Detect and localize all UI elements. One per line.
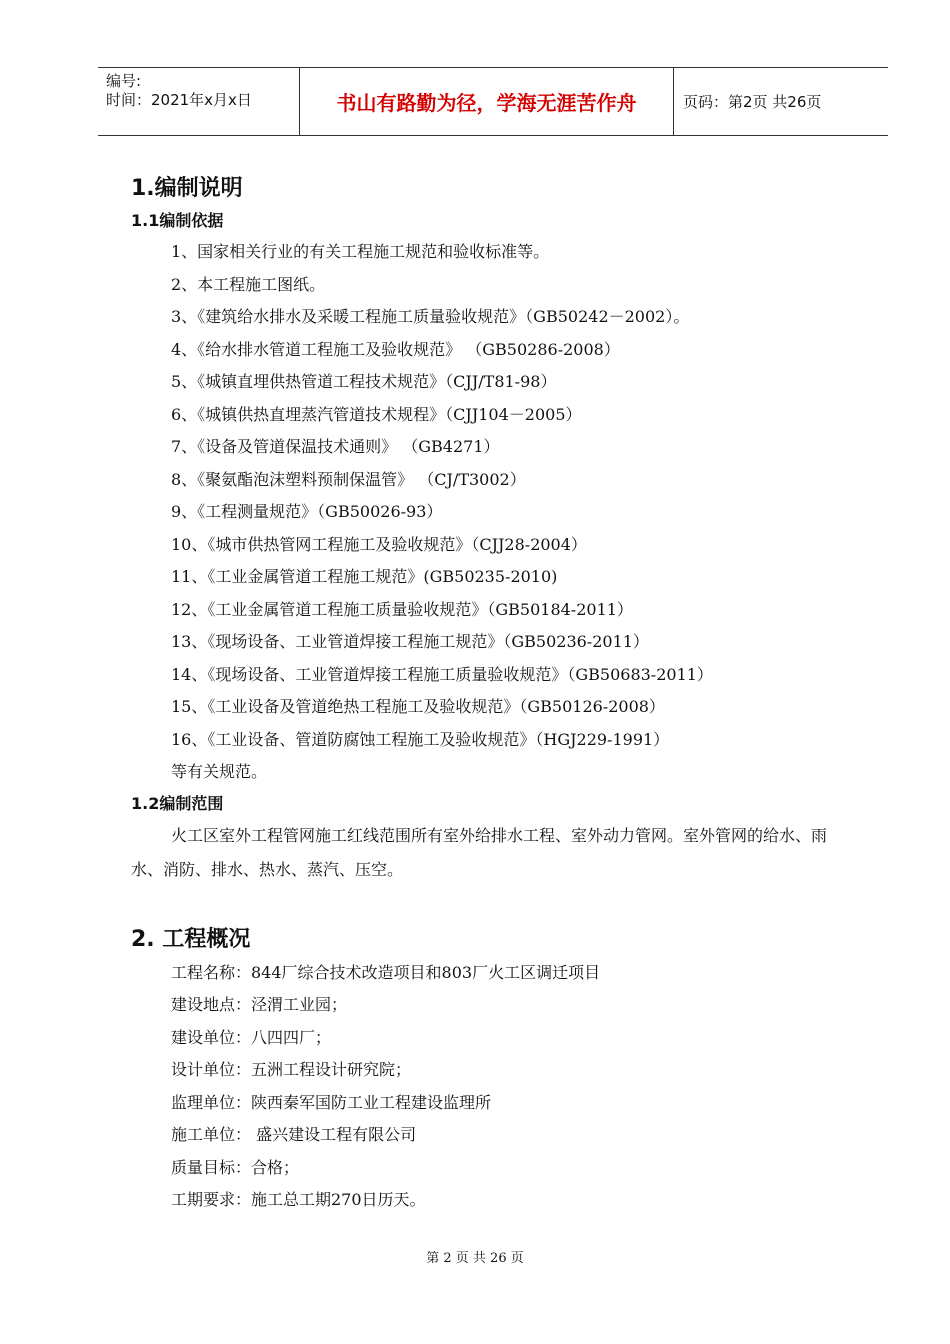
overview-item: 工程名称：844厂综合技术改造项目和803厂火工区调迁项目 — [171, 962, 601, 982]
section-1-title: 1.编制说明 — [131, 176, 243, 201]
scope-paragraph: 火工区室外工程管网施工红线范围所有室外给排水工程、室外动力管网。室外管网的给水、雨水、消防、排水、热水、蒸汽、压空。 — [131, 825, 828, 879]
basis-item: 9、《工程测量规范》（GB50026-93） — [171, 502, 443, 521]
overview-item: 监理单位：陕西秦军国防工业工程建设监理所 — [171, 1092, 492, 1112]
basis-item: 16、《工业设备、管道防腐蚀工程施工及验收规范》（HGJ229-1991） — [171, 729, 670, 749]
basis-list — [131, 236, 856, 789]
basis-item: 15、《工业设备及管道绝热工程施工及验收规范》（GB50126-2008） — [171, 697, 665, 716]
overview-item: 工期要求：施工总工期270日历天。 — [171, 1190, 426, 1209]
serial-number-label: 编号: — [106, 72, 142, 90]
overview-item: 建设单位：八四四厂； — [171, 1027, 332, 1047]
basis-item: 2、本工程施工图纸。 — [171, 274, 326, 294]
basis-item: 14、《现场设备、工业管道焊接工程施工质量验收规范》（GB50683-2011） — [171, 664, 713, 684]
basis-item: 11、《工业金属管道工程施工规范》(GB50235-2010) — [171, 567, 558, 586]
page-footer: 第 2 页 共 26 页 — [426, 1251, 524, 1266]
basis-item: 13、《现场设备、工业管道焊接工程施工规范》（GB50236-2011） — [171, 632, 649, 651]
section-2-title: 2. 工程概况 — [131, 926, 251, 952]
basis-item: 6、《城镇供热直埋蒸汽管道技术规程》（CJJ104－2005） — [171, 404, 582, 424]
basis-item: 等有关规范。 — [171, 762, 268, 781]
basis-item: 8、《聚氨酯泡沫塑料预制保温管》 （CJ/T3002） — [171, 469, 526, 489]
header-info-cell — [98, 68, 300, 135]
section-1-2-title: 1.2编制范围 — [131, 793, 224, 813]
header-motto: 书山有路勤为径，学海无涯苦作舟 — [300, 68, 674, 135]
overview-item: 建设地点：泾渭工业园； — [171, 995, 348, 1014]
basis-item: 5、《城镇直埋供热管道工程技术规范》（CJJ/T81-98） — [171, 372, 557, 391]
overview-item: 质量目标：合格； — [171, 1157, 300, 1177]
basis-item: 1、国家相关行业的有关工程施工规范和验收标准等。 — [171, 242, 550, 261]
time-label: 时间：2021年x月x日 — [106, 91, 252, 109]
overview-list — [131, 957, 856, 1217]
section-1-1-title: 1.1编制依据 — [131, 211, 224, 230]
document-body — [131, 172, 856, 1217]
basis-item: 3、《建筑给水排水及采暖工程施工质量验收规范》（GB50242－2002）。 — [171, 307, 690, 326]
overview-item: 施工单位： 盛兴建设工程有限公司 — [171, 1125, 417, 1144]
basis-item: 10、《城市供热管网工程施工及验收规范》（CJJ28-2004） — [171, 534, 587, 554]
basis-item: 12、《工业金属管道工程施工质量验收规范》（GB50184-2011） — [171, 599, 633, 619]
basis-item: 7、《设备及管道保温技术通则》 （GB4271） — [171, 437, 500, 456]
basis-item: 4、《给水排水管道工程施工及验收规范》 （GB50286-2008） — [171, 339, 620, 359]
page-header — [98, 67, 888, 136]
header-page-label: 页码：第2页 共26页 — [683, 93, 822, 111]
overview-item: 设计单位：五洲工程设计研究院； — [171, 1060, 412, 1079]
